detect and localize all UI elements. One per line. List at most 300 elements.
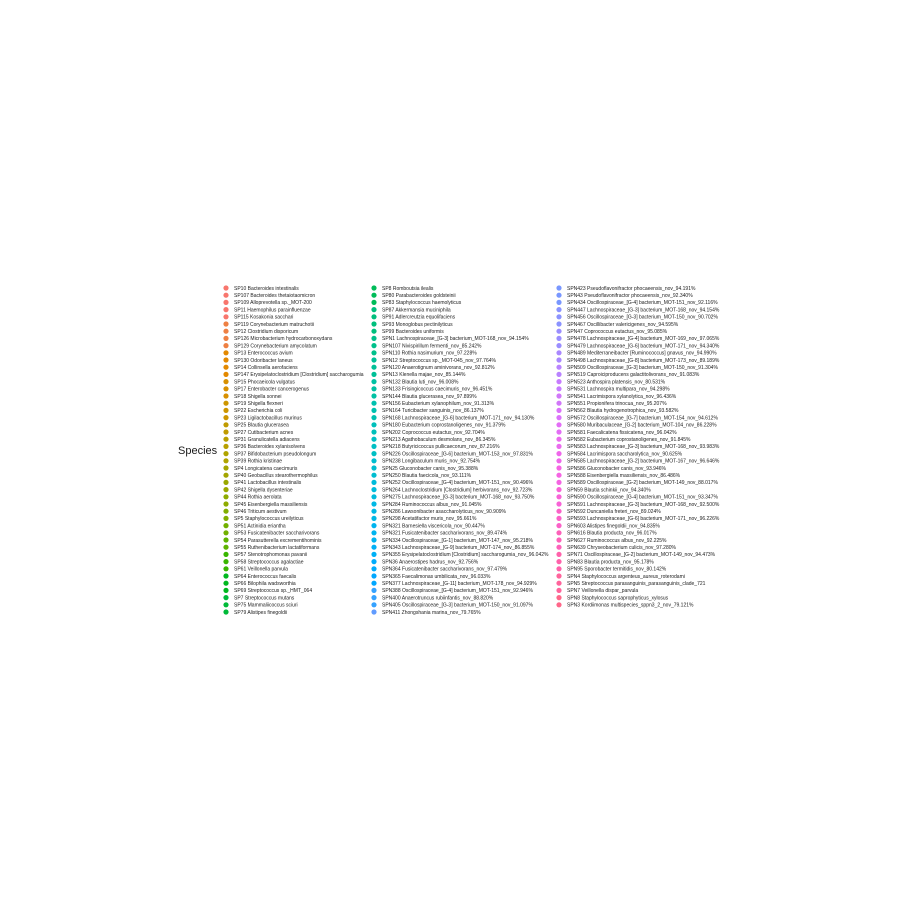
legend-entry (223, 415, 302, 421)
legend-entry (223, 465, 297, 471)
legend-label: SPN589 Oscillospiraceae_[G-2] bacterium_MOT-149_nov_88.017% (567, 480, 718, 487)
legend-label: SPN580 Muribaculaceae_[G-2] bacterium_MOT-104_nov_86.228% (567, 422, 717, 429)
legend-label: SPN334 Oscillospiraceae_[G-1] bacterium_MOT-147_nov_95.218% (382, 537, 533, 544)
legend-label: SPN238 Longibaculum muris_nov_92.754% (382, 458, 481, 465)
legend-entry (556, 480, 718, 486)
legend-entry (223, 329, 298, 335)
legend-key-dot (371, 307, 376, 312)
legend-key-dot (223, 609, 228, 614)
legend-label: SP11 Haemophilus parainfluenzae (234, 307, 311, 314)
legend-entry (556, 487, 651, 493)
legend-label: SP115 Kosakonia sacchari (234, 314, 294, 321)
legend-key-dot (556, 429, 561, 434)
legend-entry (223, 494, 281, 500)
legend-key-dot (371, 501, 376, 506)
legend-entry (556, 595, 668, 601)
legend-label: SP66 Bilophila wadsworthia (234, 581, 296, 587)
legend-key-dot (556, 321, 561, 326)
legend-label: SPN572 Oscillospiraceae_[G-7] bacterium_MOT-154_nov_94.612% (567, 415, 718, 422)
legend-label: SPN1 Lachnospiraceae_[G-3] bacterium_MOT-168_nov_94.154% (382, 336, 529, 343)
legend-key-dot (371, 372, 376, 377)
legend-label: SPN12 Streptococcus sp._MOT-045_nov_97.764% (382, 357, 496, 364)
legend-label: SPN593 Lachnospiraceae_[G-6] bacterium_MOT-171_nov_96.226% (567, 516, 720, 523)
legend-key-dot (556, 559, 561, 564)
legend-label: SP126 Microbacterium hydrocarbonoxydans (234, 336, 333, 343)
legend-entry (556, 473, 680, 479)
legend-entry (556, 321, 678, 327)
legend-key-dot (371, 566, 376, 571)
legend-entry (556, 581, 705, 587)
legend-key-dot (371, 595, 376, 600)
legend-entry (556, 386, 670, 392)
legend-entry (556, 465, 666, 471)
legend-key-dot (371, 581, 376, 586)
legend-label: SP12 Clostridium disporicum (234, 329, 299, 335)
legend-label: SPN7 Veillonella dispar_parvula (567, 588, 639, 595)
legend-key-dot (223, 537, 228, 542)
legend-label: SP8 Romboutsia ilealis (382, 285, 434, 292)
legend-key-dot (371, 602, 376, 607)
legend-key-dot (371, 429, 376, 434)
legend-label: SPN3 Kordiimonas multispecies_sppn3_2_nov_79.121% (567, 602, 694, 609)
legend-entry (371, 609, 481, 615)
legend-entry (371, 552, 549, 558)
legend-key-dot (371, 437, 376, 442)
legend-entry (371, 408, 484, 414)
legend-label: SP61 Veillonella parvula (234, 566, 288, 573)
legend-label: SPN156 Eubacterium xylanophilum_nov_91.313% (382, 401, 495, 407)
legend-label: SPN95 Sporobacter termitidis_nov_80.142% (567, 566, 667, 573)
legend-entry (371, 372, 466, 378)
legend-key-dot (556, 465, 561, 470)
legend-label: SPN226 Oscillospiraceae_[G-6] bacterium_MOT-153_nov_97.831% (382, 451, 533, 458)
legend-entry (223, 595, 294, 601)
legend-key-dot (223, 293, 228, 298)
legend-key-dot (223, 350, 228, 355)
legend-label: SPN519 Caproiciproducens galactitolivorans_nov_91.083% (567, 372, 700, 379)
legend-entry (371, 429, 485, 435)
legend-label: SP46 Triticum aestivum (234, 509, 287, 515)
legend-entry (556, 300, 718, 306)
legend-label: SPN498 Lachnospiraceae_[G-8] bacterium_MOT-173_nov_89.189% (567, 357, 720, 364)
legend-entry (371, 393, 477, 399)
legend-key-dot (371, 487, 376, 492)
legend-label: SPN627 Ruminococcus albus_nov_92.225% (567, 537, 667, 544)
legend-key-dot (223, 595, 228, 600)
legend-label: SPN202 Coprococcus eutactus_nov_92.704% (382, 429, 485, 436)
legend-entry (223, 401, 283, 407)
legend-label: SPN43 Pseudoflavonifractor phocaeensis_nov_92.340% (567, 293, 693, 299)
legend-label: SPN590 Oscillospiraceae_[G-4] bacterium_MOT-151_nov_93.347% (567, 494, 718, 501)
legend-entry (371, 501, 482, 507)
legend-entry (371, 437, 496, 443)
legend-label: SP83 Staphylococcus haemolyticus (382, 300, 462, 307)
legend-label: SPN562 Blautia hydrogenotrophica_nov_93.582% (567, 408, 679, 415)
legend-entry (223, 609, 287, 615)
legend-key-dot (223, 523, 228, 528)
legend-key-dot (223, 386, 228, 391)
legend-entry (223, 293, 315, 299)
legend-label: SPN365 Faecalimonas umbilicata_nov_96.033% (382, 573, 491, 580)
legend-label: SPN388 Oscillospiraceae_[G-4] bacterium_MOT-151_nov_92.946% (382, 588, 533, 595)
legend-entry (371, 321, 453, 327)
legend-entry (223, 581, 296, 587)
legend-key-dot (223, 401, 228, 406)
legend-label: SP17 Enterobacter cancerogenus (234, 386, 310, 393)
legend-entry (371, 350, 477, 356)
legend-label: SP44 Rothia aerolata (234, 494, 282, 501)
legend-key-dot (223, 314, 228, 319)
legend-entry (223, 429, 293, 435)
legend-entry (556, 516, 719, 522)
legend-key-dot (371, 523, 376, 528)
legend-label: SPN168 Lachnospiraceae_[G-6] bacterium_MOT-171_nov_94.130% (382, 415, 535, 422)
legend-label: SP130 Odoribacter laneus (234, 357, 293, 364)
legend-label: SP64 Enterococcus faecalis (234, 573, 297, 580)
legend-entry (556, 350, 717, 356)
legend-label: SPN456 Oscillospiraceae_[G-3] bacterium_MOT-150_nov_90.702% (567, 314, 718, 321)
legend-entry (556, 422, 717, 428)
legend-label: SP55 Ruthenibacterium lactatiformans (234, 545, 320, 551)
legend-label: SPN120 Anaerotignum aminivorans_nov_92.812% (382, 365, 495, 371)
legend-label: SP40 Geobacillus stearothermophilus (234, 473, 318, 479)
legend-label: SP19 Shigella flexneri (234, 401, 283, 407)
legend-entry (371, 379, 459, 385)
legend-entry (371, 422, 506, 428)
legend-entry (223, 501, 307, 507)
legend-label: SP42 Shigella dysenteriae (234, 487, 293, 494)
legend-label: SP119 Corynebacterium matruchotii (234, 321, 314, 328)
legend-entry (223, 451, 316, 457)
legend-key-dot (371, 350, 376, 355)
legend-key-dot (556, 343, 561, 348)
legend-label: SP91 Adlercreutzia equolifaciens (382, 314, 456, 321)
legend-entry (371, 293, 455, 299)
legend-entry (223, 537, 322, 543)
legend-entry (371, 386, 492, 392)
legend-label: SPN364 Fusicatenibacter saccharivorans_nov_97.479% (382, 566, 508, 573)
legend-entry (371, 444, 500, 450)
legend-key-dot (371, 365, 376, 370)
legend-key-dot (556, 566, 561, 571)
legend-key-dot (556, 293, 561, 298)
legend-key-dot (223, 602, 228, 607)
legend-label: SP18 Shigella sonnei (234, 393, 282, 400)
legend-entry (556, 588, 638, 594)
legend-entry (556, 530, 657, 536)
legend-entry (371, 401, 494, 407)
legend-label: SP147 Erysipelatoclostridium [Clostridium] saccharogumia (234, 372, 364, 379)
legend-key-dot (556, 530, 561, 535)
legend-key-dot (371, 509, 376, 514)
legend-key-dot (556, 523, 561, 528)
legend-key-dot (371, 401, 376, 406)
legend-label: SP7 Streptococcus mutans (234, 595, 295, 602)
legend-label: SPN13 Klenella majae_nov_85.144% (382, 372, 466, 379)
legend-entry (223, 300, 312, 306)
legend-entry (223, 530, 319, 536)
legend-label: SPN489 Mediterraneibacter [Ruminococcus] gnavus_nov_94.990% (567, 350, 717, 357)
legend-entry (556, 545, 676, 551)
legend-key-dot (556, 458, 561, 463)
legend-entry (223, 379, 295, 385)
legend-entry (371, 494, 534, 500)
legend-entry (223, 365, 298, 371)
legend-label: SPN343 Lachnospiraceae_[G-9] bacterium_MOT-174_nov_86.855% (382, 545, 535, 551)
legend-key-dot (371, 494, 376, 499)
legend-entry (223, 386, 309, 392)
legend-label: SPN588 Eisenbergiella massiliensis_nov_86.486% (567, 473, 681, 479)
legend-entry (223, 516, 304, 522)
legend-entry (556, 408, 679, 414)
legend-entry (556, 444, 719, 450)
legend-entry (371, 329, 444, 335)
legend-entry (371, 300, 461, 306)
legend-entry (556, 458, 719, 464)
legend-label: SPN298 Acetatifactor muris_nov_95.661% (382, 516, 477, 523)
legend-key-dot (556, 307, 561, 312)
legend-label: SPN144 Blautia glucerasea_nov_97.899% (382, 393, 477, 400)
legend-key-dot (556, 336, 561, 341)
legend-entry (371, 365, 495, 371)
legend-entry (223, 473, 318, 479)
legend-label: SPN25 Gluconobacter canis_nov_95.388% (382, 465, 479, 472)
legend-key-dot (556, 285, 561, 290)
legend-key-dot (371, 609, 376, 614)
legend-entry (371, 595, 493, 601)
legend-key-dot (556, 422, 561, 427)
legend-entry (371, 480, 533, 486)
legend-key-dot (371, 473, 376, 478)
legend-entry (556, 509, 661, 515)
legend-key-dot (223, 465, 228, 470)
legend-key-dot (556, 365, 561, 370)
legend-entry (556, 552, 715, 558)
legend-key-dot (371, 422, 376, 427)
legend-label: SP23 Ligilactobacillus murinus (234, 415, 302, 422)
legend-entry (371, 314, 455, 320)
legend-key-dot (371, 545, 376, 550)
legend-key-dot (371, 537, 376, 542)
legend-label: SPN581 Faecalicatena fissicatena_nov_96.042% (567, 429, 677, 436)
legend-label: SPN83 Blautia producta_nov_95.178% (567, 559, 654, 566)
legend-key-dot (371, 516, 376, 521)
legend-key-dot (556, 588, 561, 593)
legend-key-dot (556, 300, 561, 305)
legend-key-dot (556, 494, 561, 499)
legend-key-dot (223, 365, 228, 370)
legend-entry (223, 285, 299, 291)
legend-key-dot (223, 487, 228, 492)
legend-key-dot (371, 415, 376, 420)
legend-label: SP41 Lactobacillus intestinalis (234, 480, 302, 487)
legend-key-dot (371, 552, 376, 557)
legend-label: SP69 Streptococcus sp._HMT_064 (234, 588, 313, 595)
legend-key-dot (223, 437, 228, 442)
legend-label: SPN5 Streptococcus parasanguinis_parasanguinis_clade_721 (567, 581, 706, 587)
legend-label: SPN592 Duncaniella freteri_nov_89.024% (567, 509, 661, 515)
legend-key-dot (371, 451, 376, 456)
legend-key-dot (223, 559, 228, 564)
legend-key-dot (556, 552, 561, 557)
legend-entry (556, 573, 684, 579)
legend-key-dot (371, 336, 376, 341)
legend-key-dot (371, 458, 376, 463)
legend-key-dot (223, 321, 228, 326)
legend-entry (371, 336, 529, 342)
legend-key-dot (223, 372, 228, 377)
legend-label: SPN583 Lachnospiraceae_[G-3] bacterium_MOT-168_nov_93.983% (567, 444, 720, 451)
legend-label: SPN582 Eubacterium coprostanoligenes_nov_91.845% (567, 437, 691, 443)
legend-key-dot (223, 480, 228, 485)
legend-entry (223, 321, 314, 327)
legend-entry (556, 393, 676, 399)
legend-key-dot (223, 552, 228, 557)
legend-key-dot (556, 314, 561, 319)
legend-entry (371, 545, 534, 551)
legend-key-dot (223, 357, 228, 362)
legend-entry (556, 494, 718, 500)
legend-key-dot (556, 437, 561, 442)
legend-entry (556, 336, 719, 342)
legend-key-dot (556, 408, 561, 413)
legend-key-dot (371, 573, 376, 578)
legend-label: SP4 Longicatena caecimuris (234, 465, 298, 472)
legend-key-dot (556, 602, 561, 607)
legend-label: SPN164 Turicibacter sanguinis_nov_86.137% (382, 408, 484, 415)
legend-label: SPN585 Lachnospiraceae_[G-2] bacterium_MOT-167_nov_96.646% (567, 458, 720, 465)
legend-entry (223, 393, 281, 399)
legend-entry (223, 573, 296, 579)
legend-key-dot (223, 429, 228, 434)
legend-entry (556, 329, 667, 335)
legend-key-dot (223, 336, 228, 341)
legend-key-dot (556, 537, 561, 542)
legend-entry (371, 473, 471, 479)
legend-key-dot (556, 487, 561, 492)
legend-label: SPN286 Lawsonibacter asaccharolyticus_nov_90.909% (382, 509, 506, 515)
legend-entry (556, 501, 719, 507)
legend-key-dot (371, 293, 376, 298)
legend-label: SPN218 Butyricicoccus pullicaecorum_nov_87.216% (382, 444, 500, 451)
legend-entry (223, 487, 292, 493)
legend-key-dot (556, 415, 561, 420)
legend-entry (371, 602, 533, 608)
legend-entry (556, 314, 718, 320)
legend-label: SPN603 Alistipes finegoldii_nov_94.835% (567, 523, 660, 530)
legend-entry (371, 523, 485, 529)
legend-label: SP80 Parabacteroides goldsteinii (382, 293, 456, 299)
legend-entry (223, 545, 319, 551)
legend-label: SPN551 Propionifera trinocua_nov_95.207% (567, 401, 667, 407)
legend-label: SPN541 Lacrimispora xylanolytica_nov_96.436% (567, 393, 677, 400)
legend-label: SPN434 Oscillospiraceae_[G-4] bacterium_MOT-151_nov_92.116% (567, 300, 718, 307)
legend-entry (223, 314, 293, 320)
legend-label: SP87 Akkermansia muciniphila (382, 307, 451, 314)
legend-key-dot (223, 516, 228, 521)
legend-label: SP57 Stenotrophomonas pavanii (234, 552, 308, 559)
legend-label: SPN616 Blautia producta_nov_96.017% (567, 530, 657, 537)
legend-entry (371, 307, 450, 313)
legend-key-dot (371, 480, 376, 485)
legend-entry (371, 285, 434, 291)
legend-key-dot (371, 386, 376, 391)
legend-key-dot (556, 451, 561, 456)
legend-key-dot (371, 343, 376, 348)
legend-label: SP5 Staphylococcus ureilyticus (234, 516, 304, 523)
legend-key-dot (223, 408, 228, 413)
legend-key-dot (556, 516, 561, 521)
legend-key-dot (223, 451, 228, 456)
legend-label: SPN250 Blautia faecicola_nov_93.111% (382, 473, 472, 479)
legend-entry (556, 357, 719, 363)
legend-label: SPN59 Blautia schinkii_nov_94.340% (567, 487, 651, 494)
legend-key-dot (223, 509, 228, 514)
legend-key-dot (223, 307, 228, 312)
legend-key-dot (371, 314, 376, 319)
legend-entry (556, 343, 719, 349)
legend-label: SP54 Parasutterella excrementihominis (234, 537, 322, 544)
legend-title: Species (178, 445, 218, 457)
legend-key-dot (223, 581, 228, 586)
legend-entry (556, 437, 691, 443)
legend-key-dot (223, 343, 228, 348)
legend-label: SP22 Escherichia coli (234, 408, 283, 415)
legend-entry (371, 516, 477, 522)
legend-label: SP109 Alloprevotella sp._MOT-200 (234, 300, 312, 307)
legend-entry (223, 357, 293, 363)
legend-entry (556, 451, 682, 457)
legend-label: SP58 Streptococcus agalactiae (234, 559, 304, 566)
legend-entry (223, 408, 282, 414)
legend-key-dot (223, 494, 228, 499)
legend-entry (223, 307, 310, 313)
legend-label: SPN275 Lachnospiraceae_[G-3] bacterium_MOT-168_nov_93.750% (382, 494, 535, 501)
legend-key-dot (223, 545, 228, 550)
legend-label: SPN405 Oscillospiraceae_[G-3] bacterium_MOT-150_nov_91.097% (382, 602, 533, 609)
legend-label: SPN110 Rothia nasimurium_nov_97.228% (382, 350, 477, 357)
legend-entry (223, 444, 305, 450)
legend-label: SP93 Monoglobus pectinilyticus (382, 321, 453, 328)
legend-key-dot (223, 501, 228, 506)
legend-entry (371, 343, 482, 349)
legend-key-dot (371, 321, 376, 326)
legend-label: SPN531 Lachnospira multipara_nov_94.298% (567, 386, 670, 393)
legend-label: SPN321 Barnesiella viscericola_nov_90.447% (382, 523, 485, 530)
legend-label: SPN36 Anaerostipes hadrus_nov_92.756% (382, 559, 479, 566)
legend-entry (371, 581, 537, 587)
legend-entry (371, 588, 533, 594)
legend-key-dot (223, 422, 228, 427)
legend-key-dot (556, 473, 561, 478)
legend-label: SPN423 Pseudoflavonifractor phocaeensis_nov_94.191% (567, 285, 696, 292)
legend-key-dot (556, 401, 561, 406)
legend-key-dot (223, 473, 228, 478)
legend-entry (223, 566, 288, 572)
legend-entry (556, 429, 677, 435)
legend-key-dot (223, 566, 228, 571)
legend-entry (223, 372, 363, 378)
legend-key-dot (371, 379, 376, 384)
legend-label: SP129 Corynebacterium amycolatum (234, 343, 317, 350)
legend-key-dot (556, 393, 561, 398)
legend-key-dot (371, 465, 376, 470)
legend-entry (556, 401, 667, 407)
legend-entry (556, 537, 667, 543)
legend-label: SP79 Alistipes finegoldii (234, 609, 288, 616)
legend-key-dot (556, 480, 561, 485)
legend-key-dot (556, 581, 561, 586)
